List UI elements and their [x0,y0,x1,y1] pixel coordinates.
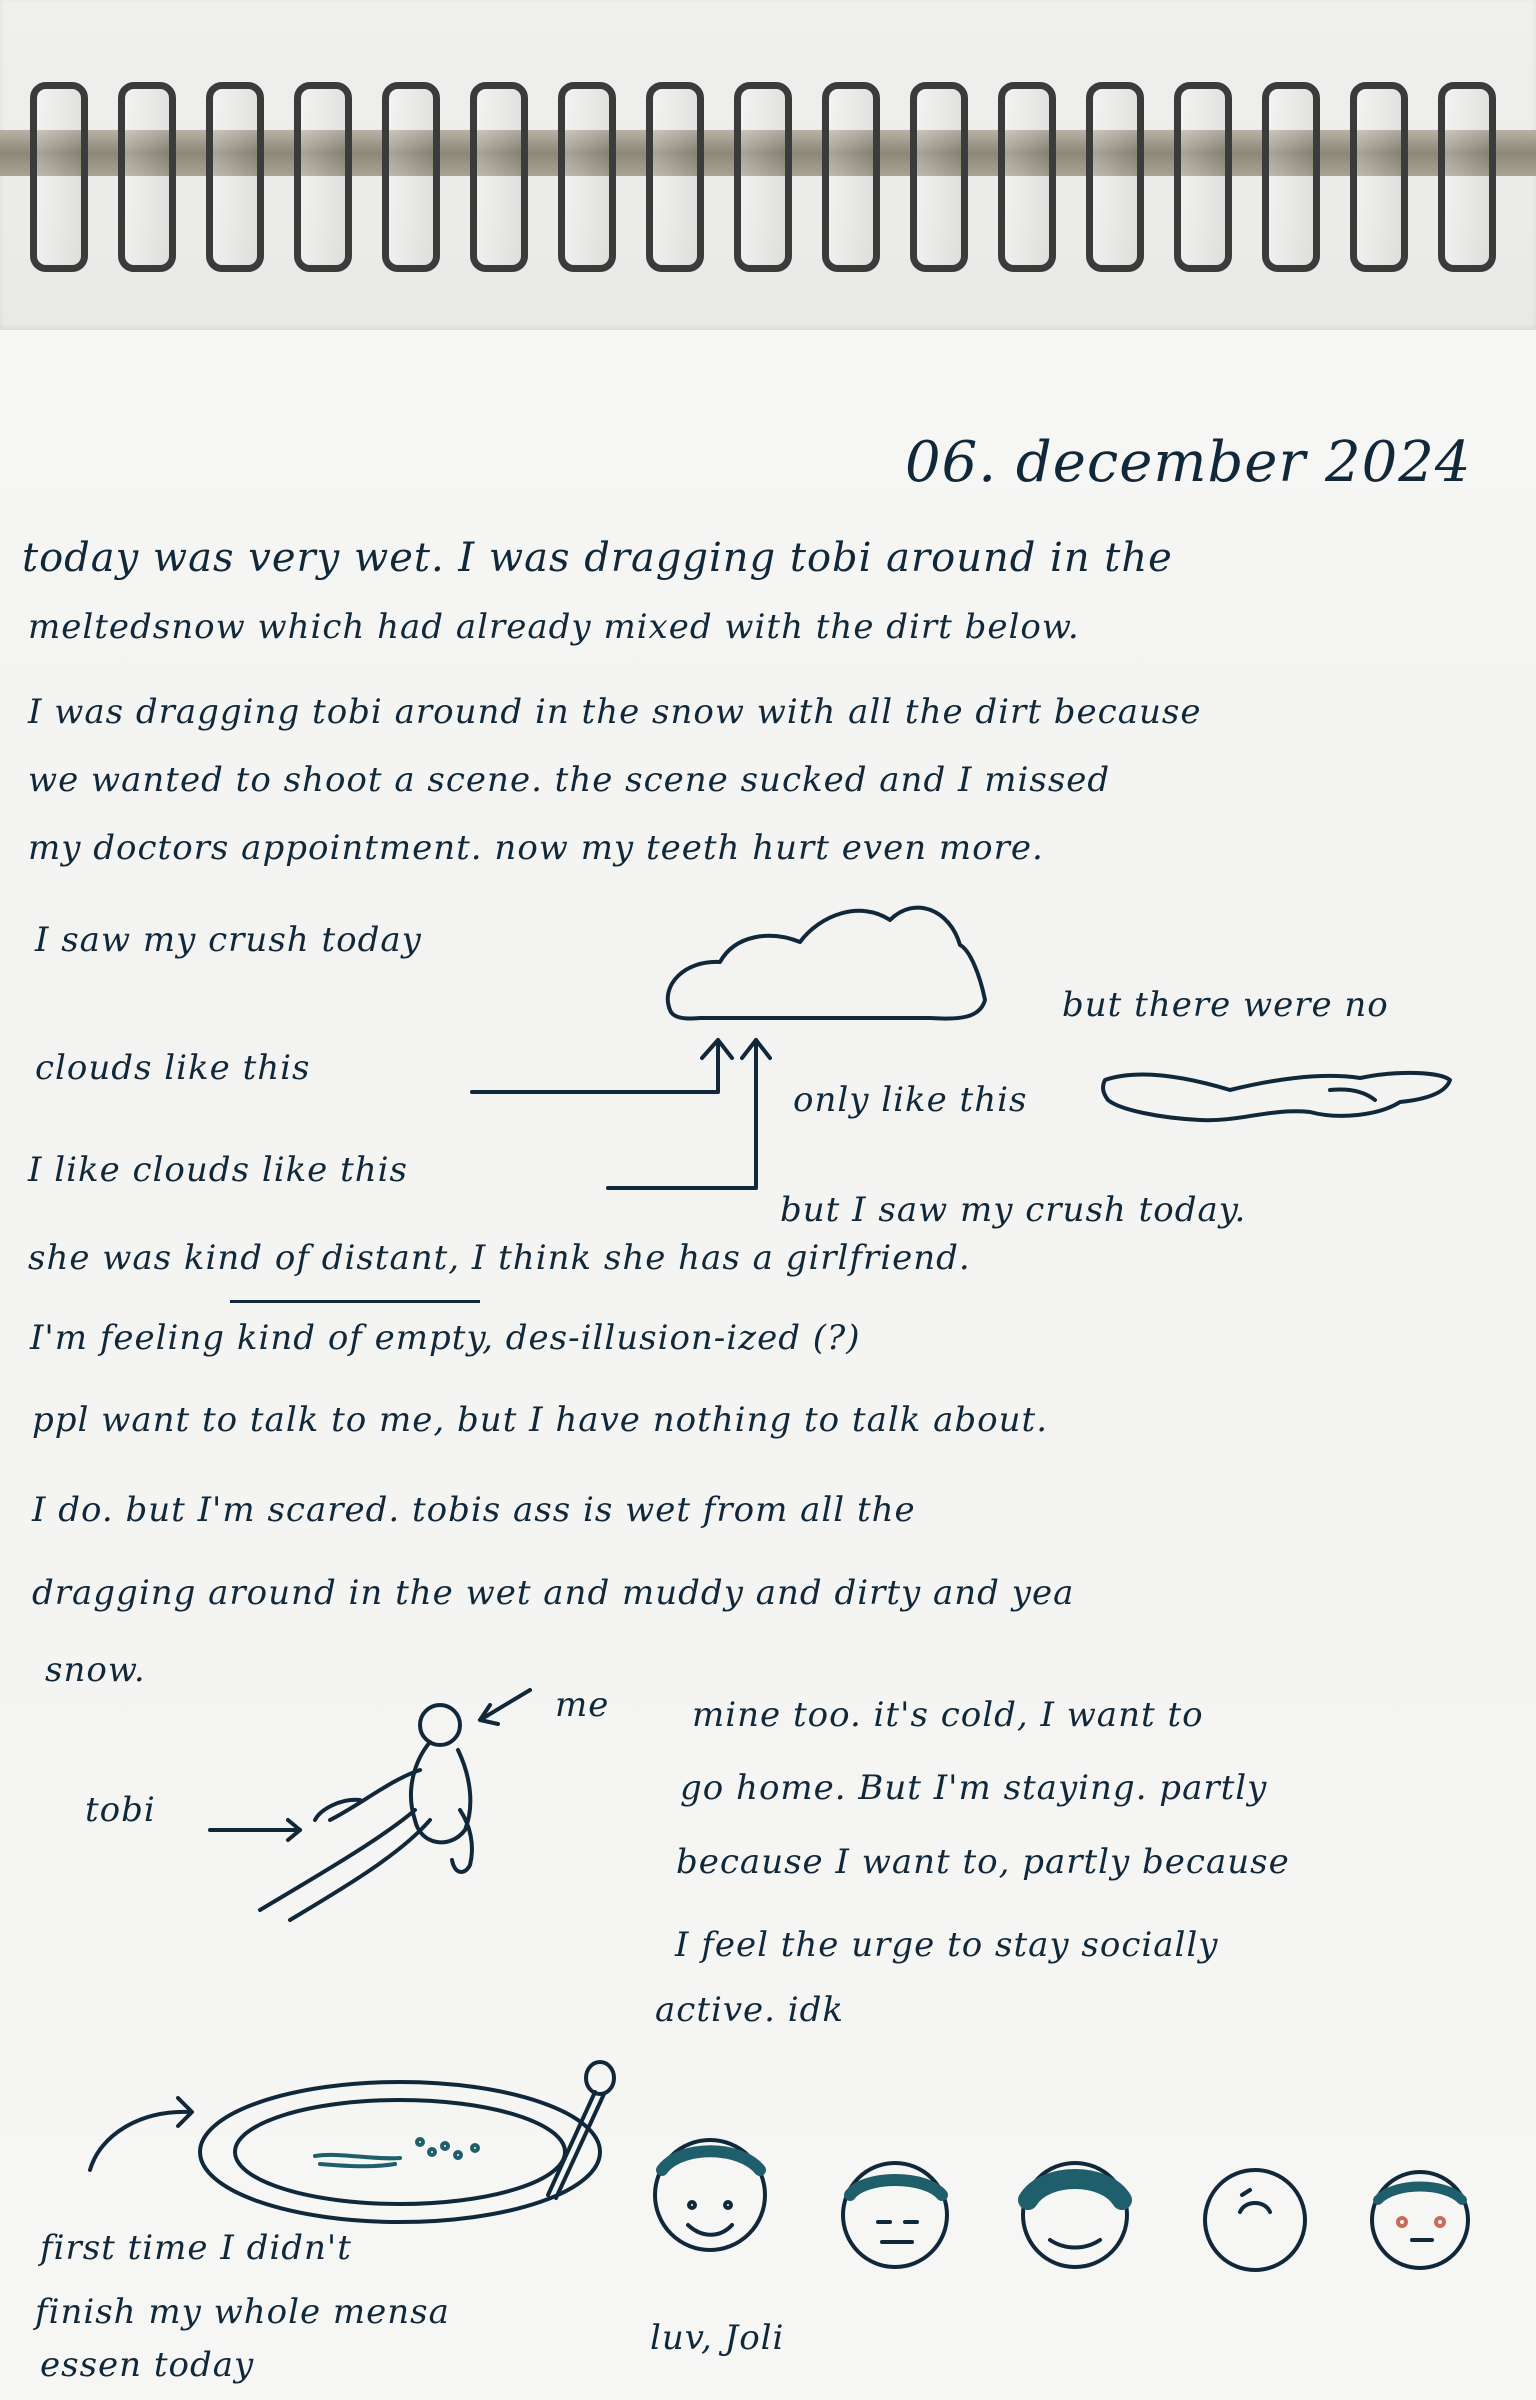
text-line: I'm feeling kind of empty, des-illusion-ized (?) [30,1318,861,1358]
text-line: I do. but I'm scared. tobis ass is wet from all the [32,1490,916,1530]
binding-ring [206,82,264,272]
text-line: mine too. it's cold, I want to [692,1695,1204,1735]
me-label: me [555,1685,610,1725]
binding-ring [30,82,88,272]
binding-ring [734,82,792,272]
tobi-label: tobi [85,1790,156,1830]
text-line: go home. But I'm staying. partly [680,1768,1268,1808]
text-line: because I want to, partly because [676,1842,1290,1882]
text-line: I saw my crush today [35,920,422,960]
text-line: ppl want to talk to me, but I have nothing to talk about. [32,1400,1049,1440]
binding-ring [1262,82,1320,272]
text-line: I feel the urge to stay socially [675,1925,1219,1965]
text-line: active. idk [655,1990,845,2030]
text-line: meltedsnow which had already mixed with the dirt below. [28,607,1080,647]
text-line: but I saw my crush today. [780,1190,1247,1230]
text-line: my doctors appointment. now my teeth hurt even more. [28,828,1044,868]
binding-ring [558,82,616,272]
binding-ring [382,82,440,272]
binding-ring [118,82,176,272]
underline-mark [230,1300,480,1303]
binding-ring [646,82,704,272]
stick-figures-drawing [190,1680,550,1940]
binding-ring [294,82,352,272]
binding-ring [1350,82,1408,272]
arrow-drawings [460,1030,780,1210]
text-line: clouds like this [35,1048,311,1088]
caption-line: first time I didn't [40,2228,352,2268]
text-line: only like this [793,1080,1028,1120]
binding-ring [910,82,968,272]
text-line: she was kind of distant, I think she has a girlfriend. [28,1238,971,1278]
spiral-binding [0,0,1536,330]
caption-line: finish my whole mensa [35,2292,450,2332]
binding-ring [822,82,880,272]
binding-ring [1086,82,1144,272]
puffy-cloud-drawing [660,890,1020,1030]
text-line: but there were no [1062,985,1389,1025]
caption-line: essen today [40,2345,255,2385]
entry-date: 06. december 2024 [905,430,1472,495]
text-line: I like clouds like this [28,1150,408,1190]
text-line: snow. [45,1650,146,1690]
binding-ring [998,82,1056,272]
flat-cloud-drawing [1100,1060,1460,1140]
binding-ring [1174,82,1232,272]
faces-drawing [650,2100,1470,2300]
binding-ring [1438,82,1496,272]
text-line: dragging around in the wet and muddy and dirty and yea [32,1573,1075,1613]
signoff: luv, Joli [650,2318,785,2358]
binding-ring [470,82,528,272]
plate-drawing [70,2060,630,2240]
text-line: we wanted to shoot a scene. the scene sucked and I missed [28,760,1111,800]
text-line: I was dragging tobi around in the snow with all the dirt because [28,692,1202,732]
text-line: today was very wet. I was dragging tobi around in the [22,535,1173,581]
